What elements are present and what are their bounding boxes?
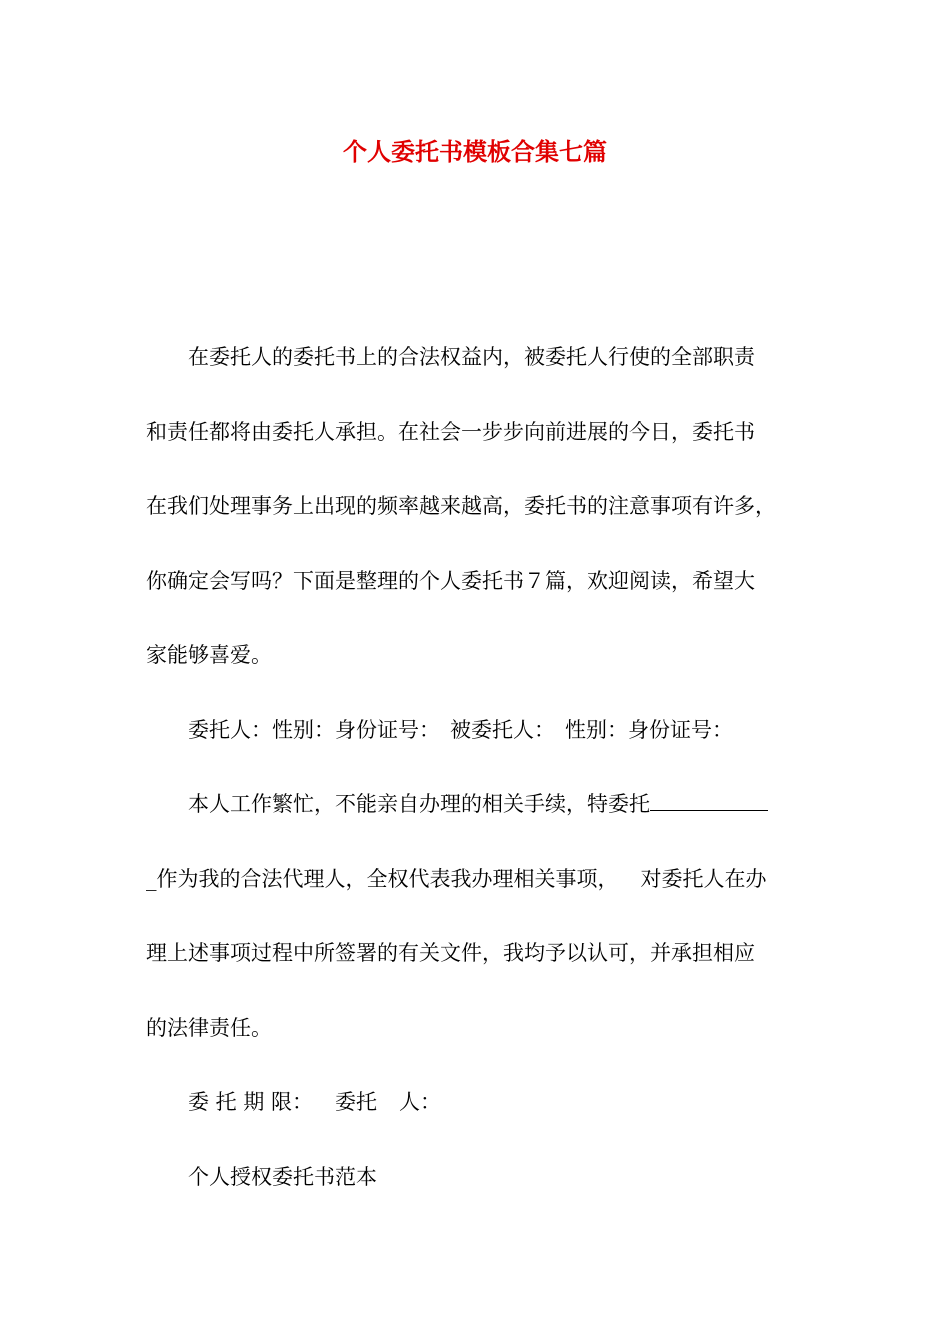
term-label: 委 托 期 限：: [188, 1090, 314, 1114]
authorization-text-1: 本人工作繁忙，不能亲自办理的相关手续，特委托: [188, 792, 650, 816]
client-fields: 委托人：性别：身份证号：: [188, 717, 440, 742]
agent-fields: 性别：身份证号：: [565, 717, 733, 742]
intro-line-1: 在委托人的委托书上的合法权益内，被委托人行使的全部职责: [188, 345, 755, 369]
section-heading: 个人授权委托书范本: [188, 1164, 377, 1189]
parties-line: [146, 693, 810, 768]
term-client-end: 人：: [399, 1090, 442, 1114]
agent-name-blank: [650, 792, 768, 811]
intro-line-3: 在我们处理事务上出现的频率越来越高，委托书的注意事项有许多，: [146, 494, 776, 518]
intro-line-2: 和责任都将由委托人承担。在社会一步步向前进展的今日，委托书: [146, 419, 755, 444]
term-client-label: 委托: [335, 1090, 378, 1114]
agent-label: 被委托人：: [450, 717, 555, 742]
authorization-text-2b: 对委托人在办: [640, 866, 767, 891]
document-body: [146, 320, 810, 1214]
document-title: 个人委托书模板合集七篇: [343, 137, 607, 166]
term-line: [146, 1065, 810, 1140]
authorization-line-3: 理上述事项过程中所签署的有关文件，我均予以认可，并承担相应: [146, 941, 755, 965]
intro-line-4: 你确定会写吗？下面是整理的个人委托书７篇，欢迎阅读，希望大: [146, 568, 755, 593]
authorization-line-1: [146, 767, 810, 842]
intro-line-5: 家能够喜爱。: [146, 643, 272, 667]
authorization-text-2a: _作为我的合法代理人，全权代表我办理相关事项，: [146, 866, 619, 891]
authorization-line-2: [146, 842, 810, 917]
authorization-line-4: 的法律责任。: [146, 1015, 272, 1040]
